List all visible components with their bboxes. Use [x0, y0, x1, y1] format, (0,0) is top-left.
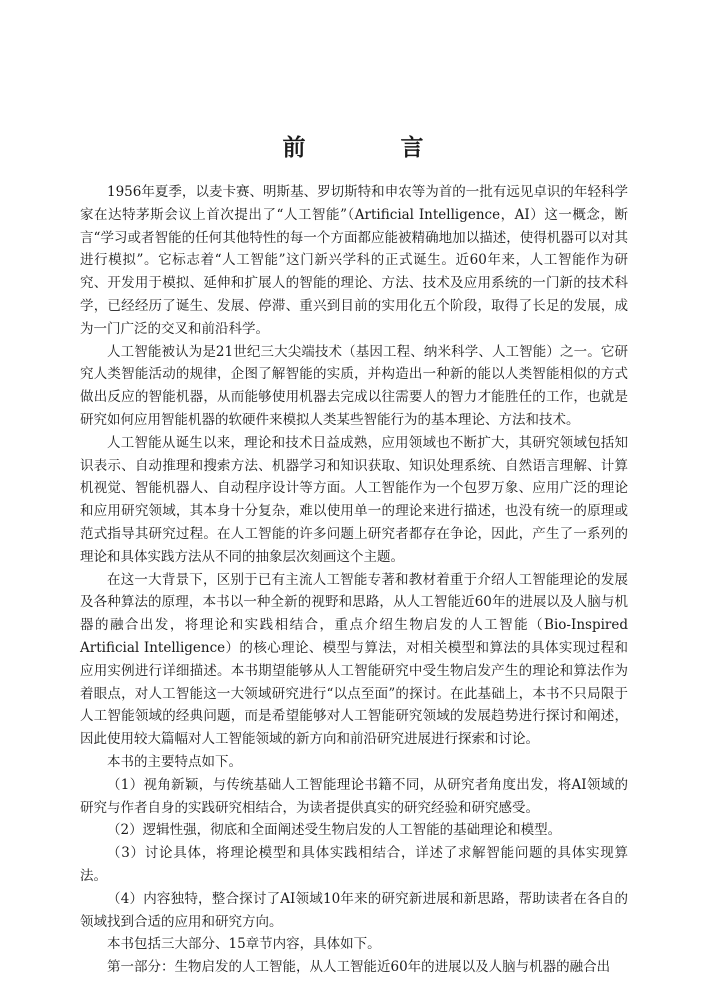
paragraph: 人工智能从诞生以来，理论和技术日益成熟，应用领域也不断扩大，其研究领域包括知识表示、自动推理和搜索方法、机器学习和知识获取、知识处理系统、自然语言理解、计算机视觉、智能机器人、自动程序设计等方面。人工智能作为一个包罗万象、应用广泛的理论和应用研究领域，其本身十分复杂，难以使用单一的理论来进行描述，也没有统一的原理或范式指导其研究过程。在人工智能的许多问题上研究者都存在争论，因此，产生了一系列的理论和具体实践方法从不同的抽象层次刻画这个主题。 [80, 434, 628, 565]
body-text [80, 181, 628, 979]
paragraph: 1956年夏季，以麦卡赛、明斯基、罗切斯特和申农等为首的一批有远见卓识的年轻科学家在达特茅斯会议上首次提出了“人工智能”（Artificial Intelligence，AI）这一概念，断言“学习或者智能的任何其他特性的每一个方面都应能被精确地加以描述，使得机器可以对其进行模拟”。它标志着“人工智能”这门新兴学科的正式诞生。近60年来，人工智能作为研究、开发用于模拟、延伸和扩展人的智能的理论、方法、技术及应用系统的一门新的技术科学，已经经历了诞生、发展、停滞、重兴到目前的实用化五个阶段，取得了长足的发展，成为一门广泛的交叉和前沿科学。 [80, 184, 628, 337]
paragraph: 本书包括三大部分、15章节内容，具体如下。 [107, 936, 381, 953]
paragraph: （2）逻辑性强，彻底和全面阐述受生物启发的人工智能的基础理论和模型。 [107, 822, 562, 839]
paragraph: 在这一大背景下，区别于已有主流人工智能专著和教材着重于介绍人工智能理论的发展及各种算法的原理，本书以一种全新的视野和思路，从人工智能近60年的进展以及人脑与机器的融合出发，将理论和实践相结合，重点介绍生物启发的人工智能（Bio-Inspired Artificial Intelligence）的核心理论、模型与算法，对相关模型和算法的具体实现过程和应用实例进行详细描述。本书期望能够从人工智能研究中受生物启发产生的理论和算法作为着眼点，对人工智能这一大领域研究进行“以点至面”的探讨。在此基础上，本书不只局限于人工智能领域的经典问题，而是希望能够对人工智能研究领域的发展趋势进行探讨和阐述，因此使用较大篇幅对人工智能领域的新方向和前沿研究进展进行探索和讨论。 [80, 571, 628, 748]
paragraph: （3）讨论具体，将理论模型和具体实践相结合，详述了求解智能问题的具体实现算法。 [80, 845, 628, 884]
paragraph: 本书的主要特点如下。 [107, 753, 242, 770]
paragraph: （1）视角新颖，与传统基础人工智能理论书籍不同，从研究者角度出发，将AI领域的研究与作者自身的实践研究相结合，为读者提供真实的研究经验和研究感受。 [80, 776, 628, 816]
paragraph: 第一部分：生物启发的人工智能，从人工智能近60年的进展以及人脑与机器的融合出 [107, 959, 611, 976]
paragraph: 人工智能被认为是21世纪三大尖端技术（基因工程、纳米科学、人工智能）之一。它研究人类智能活动的规律，企图了解智能的实质，并构造出一种新的能以人类智能相似的方式做出反应的智能机器，从而能够使用机器去完成以往需要人的智力才能胜任的工作，也就是研究如何应用智能机器的软硬件来模拟人类某些智能行为的基本理论、方法和技术。 [80, 343, 628, 428]
page-title: 前 言 [282, 135, 460, 161]
paragraph: （4）内容独特，整合探讨了AI领域10年来的研究新进展和新思路，帮助读者在各自的领域找到合适的应用和研究方向。 [80, 890, 628, 930]
